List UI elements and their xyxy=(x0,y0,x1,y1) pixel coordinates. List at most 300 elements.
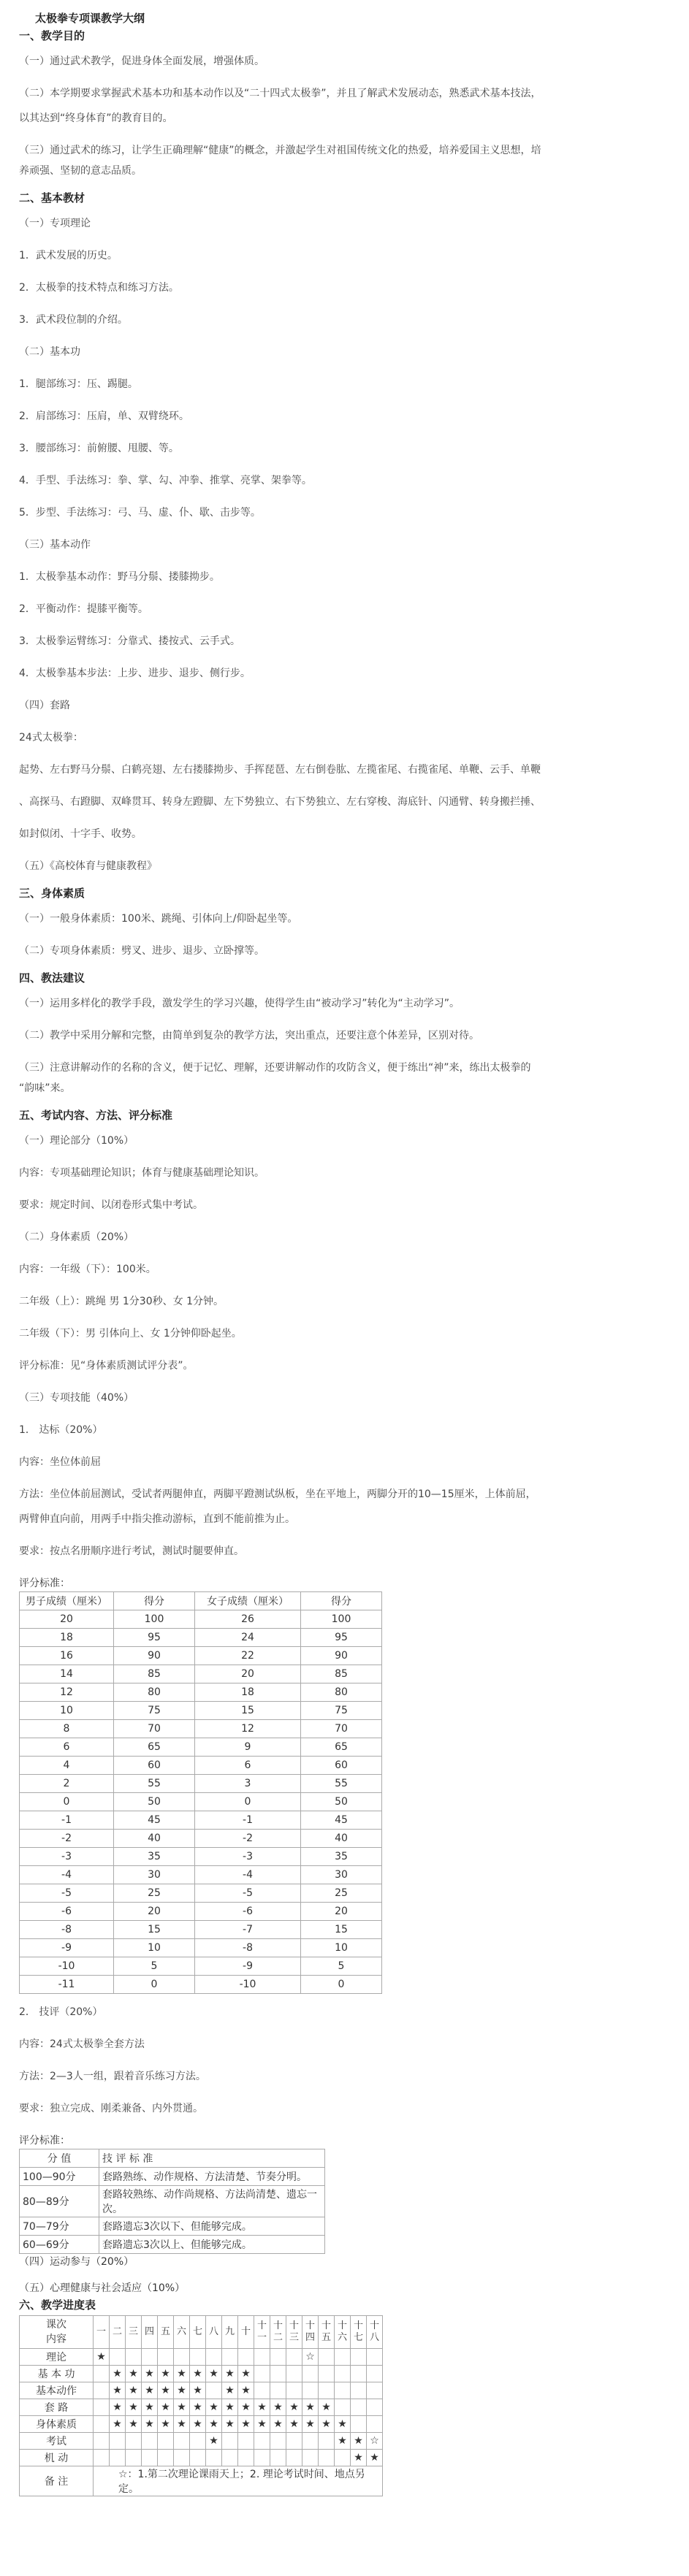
week-header: 十八 xyxy=(367,2316,383,2349)
female-score-cell: 5 xyxy=(301,1957,382,1976)
week-header: 十七 xyxy=(351,2316,367,2349)
male-result-cell: 10 xyxy=(20,1702,114,1720)
table-row xyxy=(20,1976,382,1994)
table-row xyxy=(20,2433,383,2450)
male-score-cell: 25 xyxy=(114,1884,195,1903)
table-row xyxy=(20,1665,382,1683)
schedule-mark-cell xyxy=(270,2349,286,2366)
male-score-cell: 65 xyxy=(114,1738,195,1757)
male-result-cell: 2 xyxy=(20,1775,114,1793)
schedule-mark-cell xyxy=(222,2433,238,2450)
schedule-mark-cell xyxy=(238,2349,254,2366)
table-header-row xyxy=(20,2149,325,2168)
female-result-cell: 12 xyxy=(195,1720,301,1738)
schedule-mark-cell xyxy=(110,2450,126,2466)
table-row xyxy=(20,1921,382,1939)
header-male-result: 男子成绩（厘米） xyxy=(20,1592,114,1610)
schedule-mark-cell xyxy=(319,2366,335,2382)
female-score-cell: 100 xyxy=(301,1610,382,1629)
male-score-cell: 40 xyxy=(114,1830,195,1848)
schedule-row-label: 基本动作 xyxy=(20,2382,94,2399)
schedule-mark-cell xyxy=(94,2366,110,2382)
schedule-mark-cell: ★ xyxy=(238,2382,254,2399)
schedule-mark-cell xyxy=(367,2399,383,2416)
schedule-mark-cell xyxy=(286,2450,302,2466)
standard-cell: 套路熟练、动作规格、方法清楚、节奏分明。 xyxy=(99,2168,325,2186)
schedule-mark-cell: ★ xyxy=(190,2366,206,2382)
male-result-cell: 4 xyxy=(20,1757,114,1775)
schedule-mark-cell xyxy=(174,2349,190,2366)
schedule-mark-cell: ★ xyxy=(142,2399,158,2416)
female-result-cell: 22 xyxy=(195,1647,301,1665)
basic-skill-item-3: 3．腰部练习：前俯腰、甩腰、等。 xyxy=(19,443,179,454)
schedule-mark-cell xyxy=(254,2349,270,2366)
exam-standard-content: 内容：坐位体前屈 xyxy=(19,1456,101,1468)
male-result-cell: -2 xyxy=(20,1830,114,1848)
table-row xyxy=(20,1848,382,1866)
table-row xyxy=(20,2450,383,2466)
basic-move-item-4: 4．太极拳基本步法：上步、进步、退步、侧行步。 xyxy=(19,668,251,679)
schedule-mark-cell xyxy=(319,2450,335,2466)
schedule-corner-cell xyxy=(20,2316,94,2349)
schedule-mark-cell xyxy=(94,2382,110,2399)
week-header: 十 xyxy=(238,2316,254,2349)
exam-fitness-content: 内容：一年级（下）：100米。 xyxy=(19,1264,156,1275)
exam-fitness-standard: 评分标准：见“身体素质测试评分表”。 xyxy=(19,1360,194,1372)
schedule-mark-cell xyxy=(174,2450,190,2466)
schedule-mark-cell: ★ xyxy=(367,2450,383,2466)
corner-bottom-label: 内容 xyxy=(46,2334,66,2345)
schedule-mark-cell xyxy=(351,2416,367,2433)
male-result-cell: 6 xyxy=(20,1738,114,1757)
table-row xyxy=(20,2349,383,2366)
schedule-mark-cell xyxy=(270,2450,286,2466)
exam-fitness-grade2-down: 二年级（下）：男 引体向上、女 1分钟仰卧起坐。 xyxy=(19,1328,242,1339)
schedule-mark-cell: ★ xyxy=(238,2399,254,2416)
week-header: 十三 xyxy=(286,2316,302,2349)
schedule-mark-cell xyxy=(367,2366,383,2382)
male-score-cell: 100 xyxy=(114,1610,195,1629)
male-result-cell: -1 xyxy=(20,1811,114,1830)
schedule-mark-cell: ★ xyxy=(206,2399,222,2416)
schedule-mark-cell: ★ xyxy=(254,2399,270,2416)
flexibility-score-label: 评分标准： xyxy=(19,1578,70,1589)
schedule-mark-cell xyxy=(206,2450,222,2466)
schedule-mark-cell xyxy=(286,2433,302,2450)
male-result-cell: 8 xyxy=(20,1720,114,1738)
score-range-cell: 80—89分 xyxy=(20,2186,99,2217)
theory-item-2: 2．太极拳的技术特点和练习方法。 xyxy=(19,282,179,294)
schedule-mark-cell xyxy=(254,2433,270,2450)
male-score-cell: 95 xyxy=(114,1629,195,1647)
schedule-mark-cell: ★ xyxy=(110,2366,126,2382)
schedule-mark-cell xyxy=(254,2450,270,2466)
male-score-cell: 90 xyxy=(114,1647,195,1665)
female-result-cell: -9 xyxy=(195,1957,301,1976)
section-6-heading: 六、教学进度表 xyxy=(19,2298,96,2312)
exam-participation: （四）运动参与（20%） xyxy=(19,2256,134,2268)
schedule-mark-cell: ★ xyxy=(286,2416,302,2433)
table-row xyxy=(20,1903,382,1921)
method-suggestion-2: （二）教学中采用分解和完整，由简单到复杂的教学方法，突出重点，还要注意个体差异，区别对待。 xyxy=(19,1030,479,1042)
male-score-cell: 50 xyxy=(114,1793,195,1811)
male-score-cell: 75 xyxy=(114,1702,195,1720)
female-result-cell: -5 xyxy=(195,1884,301,1903)
table-row xyxy=(20,1647,382,1665)
table-row xyxy=(20,1866,382,1884)
schedule-mark-cell xyxy=(351,2366,367,2382)
male-score-cell: 20 xyxy=(114,1903,195,1921)
female-score-cell: 45 xyxy=(301,1811,382,1830)
table-row xyxy=(20,1683,382,1702)
schedule-header-row xyxy=(20,2316,383,2349)
schedule-mark-cell: ★ xyxy=(286,2399,302,2416)
female-score-cell: 60 xyxy=(301,1757,382,1775)
schedule-mark-cell: ★ xyxy=(335,2416,351,2433)
female-score-cell: 65 xyxy=(301,1738,382,1757)
schedule-mark-cell: ★ xyxy=(319,2416,335,2433)
schedule-mark-cell: ★ xyxy=(158,2399,174,2416)
schedule-mark-cell: ★ xyxy=(94,2349,110,2366)
male-result-cell: -6 xyxy=(20,1903,114,1921)
score-range-cell: 60—69分 xyxy=(20,2236,99,2254)
schedule-mark-cell xyxy=(335,2366,351,2382)
male-score-cell: 35 xyxy=(114,1848,195,1866)
female-score-cell: 70 xyxy=(301,1720,382,1738)
schedule-mark-cell: ★ xyxy=(190,2399,206,2416)
fitness-general: （一）一般身体素质：100米、跳绳、引体向上/仰卧起坐等。 xyxy=(19,913,298,925)
female-result-cell: -7 xyxy=(195,1921,301,1939)
schedule-mark-cell xyxy=(238,2433,254,2450)
week-header: 五 xyxy=(158,2316,174,2349)
male-result-cell: -3 xyxy=(20,1848,114,1866)
schedule-mark-cell xyxy=(126,2349,142,2366)
basic-move-item-3: 3．太极拳运臂练习：分靠式、搂按式、云手式。 xyxy=(19,635,240,647)
exam-technique-requirement: 要求：独立完成、刚柔兼备、内外贯通。 xyxy=(19,2103,203,2114)
male-score-cell: 80 xyxy=(114,1683,195,1702)
basic-skill-item-1: 1．腿部练习：压、踢腿。 xyxy=(19,378,138,390)
schedule-mark-cell: ★ xyxy=(222,2399,238,2416)
header-female-score: 得分 xyxy=(301,1592,382,1610)
score-range-cell: 100—90分 xyxy=(20,2168,99,2186)
female-result-cell: 0 xyxy=(195,1793,301,1811)
schedule-mark-cell: ★ xyxy=(238,2366,254,2382)
schedule-mark-cell xyxy=(158,2450,174,2466)
schedule-mark-cell xyxy=(94,2399,110,2416)
schedule-mark-cell xyxy=(351,2349,367,2366)
female-score-cell: 50 xyxy=(301,1793,382,1811)
female-score-cell: 35 xyxy=(301,1848,382,1866)
female-result-cell: -10 xyxy=(195,1976,301,1994)
schedule-row-label: 机 动 xyxy=(20,2450,94,2466)
schedule-mark-cell: ★ xyxy=(110,2382,126,2399)
female-result-cell: -4 xyxy=(195,1866,301,1884)
female-score-cell: 55 xyxy=(301,1775,382,1793)
schedule-mark-cell: ★ xyxy=(126,2366,142,2382)
schedule-mark-cell xyxy=(158,2433,174,2450)
schedule-mark-cell: ★ xyxy=(174,2382,190,2399)
schedule-mark-cell: ★ xyxy=(158,2382,174,2399)
male-result-cell: 14 xyxy=(20,1665,114,1683)
schedule-mark-cell: ★ xyxy=(238,2416,254,2433)
section-1-para-3: 以其达到“终身体育”的教育目的。 xyxy=(19,112,173,124)
standard-cell: 套路遗忘3次以上、但能够完成。 xyxy=(99,2236,325,2254)
schedule-mark-cell xyxy=(142,2450,158,2466)
schedule-mark-cell: ★ xyxy=(319,2399,335,2416)
table-row xyxy=(20,1793,382,1811)
schedule-mark-cell xyxy=(190,2450,206,2466)
section-1-heading: 一、教学目的 xyxy=(19,29,85,42)
table-row xyxy=(20,1702,382,1720)
female-result-cell: 20 xyxy=(195,1665,301,1683)
theory-item-1: 1．武术发展的历史。 xyxy=(19,250,118,261)
schedule-mark-cell: ★ xyxy=(302,2416,319,2433)
female-result-cell: 9 xyxy=(195,1738,301,1757)
week-header: 十一 xyxy=(254,2316,270,2349)
schedule-mark-cell: ★ xyxy=(222,2366,238,2382)
document-title: 太极拳专项课教学大纲 xyxy=(35,12,145,25)
basic-skill-subheading: （二）基本功 xyxy=(19,346,80,358)
schedule-mark-cell: ★ xyxy=(142,2366,158,2382)
schedule-mark-cell xyxy=(367,2416,383,2433)
table-row xyxy=(20,1720,382,1738)
schedule-mark-cell xyxy=(302,2450,319,2466)
flexibility-score-table xyxy=(19,1591,382,1994)
section-2-heading: 二、基本教材 xyxy=(19,191,85,205)
header-female-result: 女子成绩（厘米） xyxy=(195,1592,301,1610)
schedule-mark-cell xyxy=(94,2433,110,2450)
male-result-cell: 12 xyxy=(20,1683,114,1702)
table-row xyxy=(20,2366,383,2382)
female-result-cell: -1 xyxy=(195,1811,301,1830)
male-result-cell: -10 xyxy=(20,1957,114,1976)
schedule-mark-cell: ★ xyxy=(270,2399,286,2416)
female-result-cell: -2 xyxy=(195,1830,301,1848)
schedule-mark-cell xyxy=(319,2433,335,2450)
schedule-mark-cell xyxy=(270,2366,286,2382)
table-row xyxy=(20,1957,382,1976)
schedule-mark-cell: ★ xyxy=(206,2366,222,2382)
technique-score-table xyxy=(19,2149,325,2254)
schedule-note-row xyxy=(20,2466,383,2496)
female-result-cell: -6 xyxy=(195,1903,301,1921)
female-score-cell: 0 xyxy=(301,1976,382,1994)
male-result-cell: -11 xyxy=(20,1976,114,1994)
schedule-mark-cell xyxy=(174,2433,190,2450)
schedule-mark-cell xyxy=(110,2349,126,2366)
female-score-cell: 80 xyxy=(301,1683,382,1702)
table-row xyxy=(20,1811,382,1830)
header-score-value: 分 值 xyxy=(20,2149,99,2168)
male-result-cell: -4 xyxy=(20,1866,114,1884)
header-technique-standard: 技 评 标 准 xyxy=(99,2149,325,2168)
schedule-mark-cell: ★ xyxy=(158,2416,174,2433)
section-4-heading: 四、教法建议 xyxy=(19,971,85,985)
female-score-cell: 90 xyxy=(301,1647,382,1665)
section-1-para-1: （一）通过武术教学，促进身体全面发展，增强体质。 xyxy=(19,56,264,67)
method-suggestion-1: （一）运用多样化的教学手段，激发学生的学习兴趣，使得学生由“被动学习”转化为“主动学习”。 xyxy=(19,998,460,1009)
week-header: 一 xyxy=(94,2316,110,2349)
basic-move-item-1: 1．太极拳基本动作：野马分鬃、搂膝拗步。 xyxy=(19,571,220,583)
teaching-schedule-table xyxy=(19,2315,383,2496)
corner-top-label: 课次 xyxy=(46,2319,66,2331)
male-score-cell: 15 xyxy=(114,1921,195,1939)
schedule-mark-cell: ★ xyxy=(302,2399,319,2416)
schedule-mark-cell: ★ xyxy=(190,2382,206,2399)
routine-moves-3: 如封似闭、十字手、收势。 xyxy=(19,828,142,840)
schedule-mark-cell: ☆ xyxy=(367,2433,383,2450)
table-row xyxy=(20,1738,382,1757)
schedule-mark-cell xyxy=(335,2450,351,2466)
male-score-cell: 55 xyxy=(114,1775,195,1793)
routine-subheading: （四）套路 xyxy=(19,700,70,711)
method-suggestion-4: “韵味”来。 xyxy=(19,1082,71,1094)
table-row xyxy=(20,2186,325,2217)
exam-technique-heading: 2． 技评（20%） xyxy=(19,2006,103,2018)
male-result-cell: 0 xyxy=(20,1793,114,1811)
week-header: 三 xyxy=(126,2316,142,2349)
schedule-row-label: 套 路 xyxy=(20,2399,94,2416)
schedule-mark-cell: ★ xyxy=(174,2366,190,2382)
schedule-row-label: 理论 xyxy=(20,2349,94,2366)
exam-fitness-grade2-up: 二年级（上）：跳绳 男 1分30秒、女 1分钟。 xyxy=(19,1296,224,1307)
exam-technique-content: 内容：24式太极拳全套方法 xyxy=(19,2038,145,2050)
schedule-mark-cell: ★ xyxy=(126,2382,142,2399)
basic-skill-item-2: 2．肩部练习：压肩，单、双臂绕环。 xyxy=(19,410,189,422)
table-row xyxy=(20,2236,325,2254)
week-header: 九 xyxy=(222,2316,238,2349)
schedule-mark-cell xyxy=(335,2399,351,2416)
schedule-mark-cell xyxy=(222,2349,238,2366)
schedule-mark-cell xyxy=(286,2349,302,2366)
schedule-mark-cell xyxy=(254,2382,270,2399)
week-header: 八 xyxy=(206,2316,222,2349)
schedule-mark-cell: ☆ xyxy=(302,2349,319,2366)
technique-score-label: 评分标准： xyxy=(19,2135,70,2147)
schedule-mark-cell xyxy=(222,2450,238,2466)
table-row xyxy=(20,1610,382,1629)
schedule-mark-cell: ★ xyxy=(126,2416,142,2433)
female-score-cell: 20 xyxy=(301,1903,382,1921)
theory-subheading: （一）专项理论 xyxy=(19,218,91,229)
schedule-mark-cell: ★ xyxy=(222,2416,238,2433)
male-result-cell: 18 xyxy=(20,1629,114,1647)
schedule-mark-cell xyxy=(142,2433,158,2450)
female-score-cell: 10 xyxy=(301,1939,382,1957)
schedule-mark-cell xyxy=(351,2399,367,2416)
table-header-row xyxy=(20,1592,382,1610)
schedule-row-label: 身体素质 xyxy=(20,2416,94,2433)
schedule-mark-cell: ★ xyxy=(174,2399,190,2416)
section-1-para-4: （三）通过武术的练习，让学生正确理解“健康”的概念，并激起学生对祖国传统文化的热爱，培养爱国主义思想，培 xyxy=(19,145,541,156)
exam-theory-heading: （一）理论部分（10%） xyxy=(19,1135,134,1147)
female-result-cell: 15 xyxy=(195,1702,301,1720)
exam-theory-content: 内容：专项基础理论知识；体育与健康基础理论知识。 xyxy=(19,1167,264,1179)
standard-cell: 套路遗忘3次以下、但能够完成。 xyxy=(99,2217,325,2236)
schedule-mark-cell: ★ xyxy=(142,2416,158,2433)
schedule-row-label: 基 本 功 xyxy=(20,2366,94,2382)
female-score-cell: 25 xyxy=(301,1884,382,1903)
section-5-heading: 五、考试内容、方法、评分标准 xyxy=(19,1109,173,1122)
table-row xyxy=(20,2217,325,2236)
section-3-heading: 三、身体素质 xyxy=(19,887,85,900)
table-row xyxy=(20,2416,383,2433)
schedule-row-label: 考试 xyxy=(20,2433,94,2450)
female-result-cell: -3 xyxy=(195,1848,301,1866)
week-header: 四 xyxy=(142,2316,158,2349)
note-text: ☆：1.第二次理论课雨天上；2. 理论考试时间、地点另定。 xyxy=(94,2466,383,2496)
female-score-cell: 85 xyxy=(301,1665,382,1683)
basic-skill-item-4: 4．手型、手法练习：拳、掌、勾、冲拳、推掌、亮掌、架拳等。 xyxy=(19,475,312,486)
schedule-mark-cell: ★ xyxy=(222,2382,238,2399)
week-header: 十五 xyxy=(319,2316,335,2349)
basic-move-subheading: （三）基本动作 xyxy=(19,539,91,551)
schedule-mark-cell xyxy=(286,2382,302,2399)
table-row xyxy=(20,1939,382,1957)
fitness-special: （二）专项身体素质：劈叉、进步、退步、立卧撑等。 xyxy=(19,945,264,957)
exam-technique-method: 方法：2—3人一组，跟着音乐练习方法。 xyxy=(19,2071,206,2082)
header-male-score: 得分 xyxy=(114,1592,195,1610)
schedule-mark-cell xyxy=(335,2349,351,2366)
female-result-cell: 24 xyxy=(195,1629,301,1647)
exam-fitness-heading: （二）身体素质（20%） xyxy=(19,1231,134,1243)
section-1-para-5: 养顽强、坚韧的意志品质。 xyxy=(19,165,142,177)
schedule-mark-cell xyxy=(367,2349,383,2366)
schedule-mark-cell xyxy=(302,2433,319,2450)
exam-theory-requirement: 要求：规定时间、以闭卷形式集中考试。 xyxy=(19,1199,203,1211)
female-result-cell: 18 xyxy=(195,1683,301,1702)
schedule-mark-cell xyxy=(351,2382,367,2399)
female-score-cell: 40 xyxy=(301,1830,382,1848)
male-score-cell: 5 xyxy=(114,1957,195,1976)
schedule-mark-cell xyxy=(142,2349,158,2366)
schedule-mark-cell xyxy=(126,2450,142,2466)
week-header: 十二 xyxy=(270,2316,286,2349)
schedule-mark-cell xyxy=(335,2382,351,2399)
table-row xyxy=(20,1775,382,1793)
note-label: 备 注 xyxy=(20,2466,94,2496)
standard-cell: 套路较熟练、动作尚规格、方法尚清楚、遗忘一次。 xyxy=(99,2186,325,2217)
schedule-mark-cell: ★ xyxy=(190,2416,206,2433)
female-score-cell: 95 xyxy=(301,1629,382,1647)
schedule-mark-cell: ★ xyxy=(142,2382,158,2399)
schedule-mark-cell xyxy=(286,2366,302,2382)
schedule-mark-cell xyxy=(367,2382,383,2399)
schedule-mark-cell: ★ xyxy=(206,2416,222,2433)
schedule-mark-cell xyxy=(206,2349,222,2366)
textbook-subheading: （五）《高校体育与健康教程》 xyxy=(19,860,157,872)
male-score-cell: 70 xyxy=(114,1720,195,1738)
schedule-mark-cell xyxy=(270,2382,286,2399)
female-result-cell: -8 xyxy=(195,1939,301,1957)
schedule-mark-cell xyxy=(158,2349,174,2366)
male-score-cell: 0 xyxy=(114,1976,195,1994)
schedule-mark-cell: ★ xyxy=(174,2416,190,2433)
exam-standard-method-1: 方法：坐位体前屈测试，受试者两腿伸直，两脚平蹬测试纵板，坐在平地上，两脚分开的10—15厘米，上体前屈， xyxy=(19,1488,536,1500)
schedule-mark-cell xyxy=(190,2349,206,2366)
week-header: 七 xyxy=(190,2316,206,2349)
schedule-mark-cell xyxy=(238,2450,254,2466)
routine-moves-1: 起势、左右野马分鬃、白鹤亮翅、左右搂膝拗步、手挥琵琶、左右倒卷肱、左揽雀尾、右揽雀尾、单鞭、云手、单鞭 xyxy=(19,764,541,776)
table-row xyxy=(20,1629,382,1647)
female-score-cell: 75 xyxy=(301,1702,382,1720)
basic-move-item-2: 2．平衡动作：提膝平衡等。 xyxy=(19,603,148,615)
table-row xyxy=(20,1830,382,1848)
routine-moves-2: 、高探马、右蹬脚、双峰贯耳、转身左蹬脚、左下势独立、右下势独立、左右穿梭、海底针、闪通臂、转身搬拦捶、 xyxy=(19,796,541,808)
schedule-mark-cell xyxy=(319,2382,335,2399)
male-result-cell: -8 xyxy=(20,1921,114,1939)
male-result-cell: 20 xyxy=(20,1610,114,1629)
